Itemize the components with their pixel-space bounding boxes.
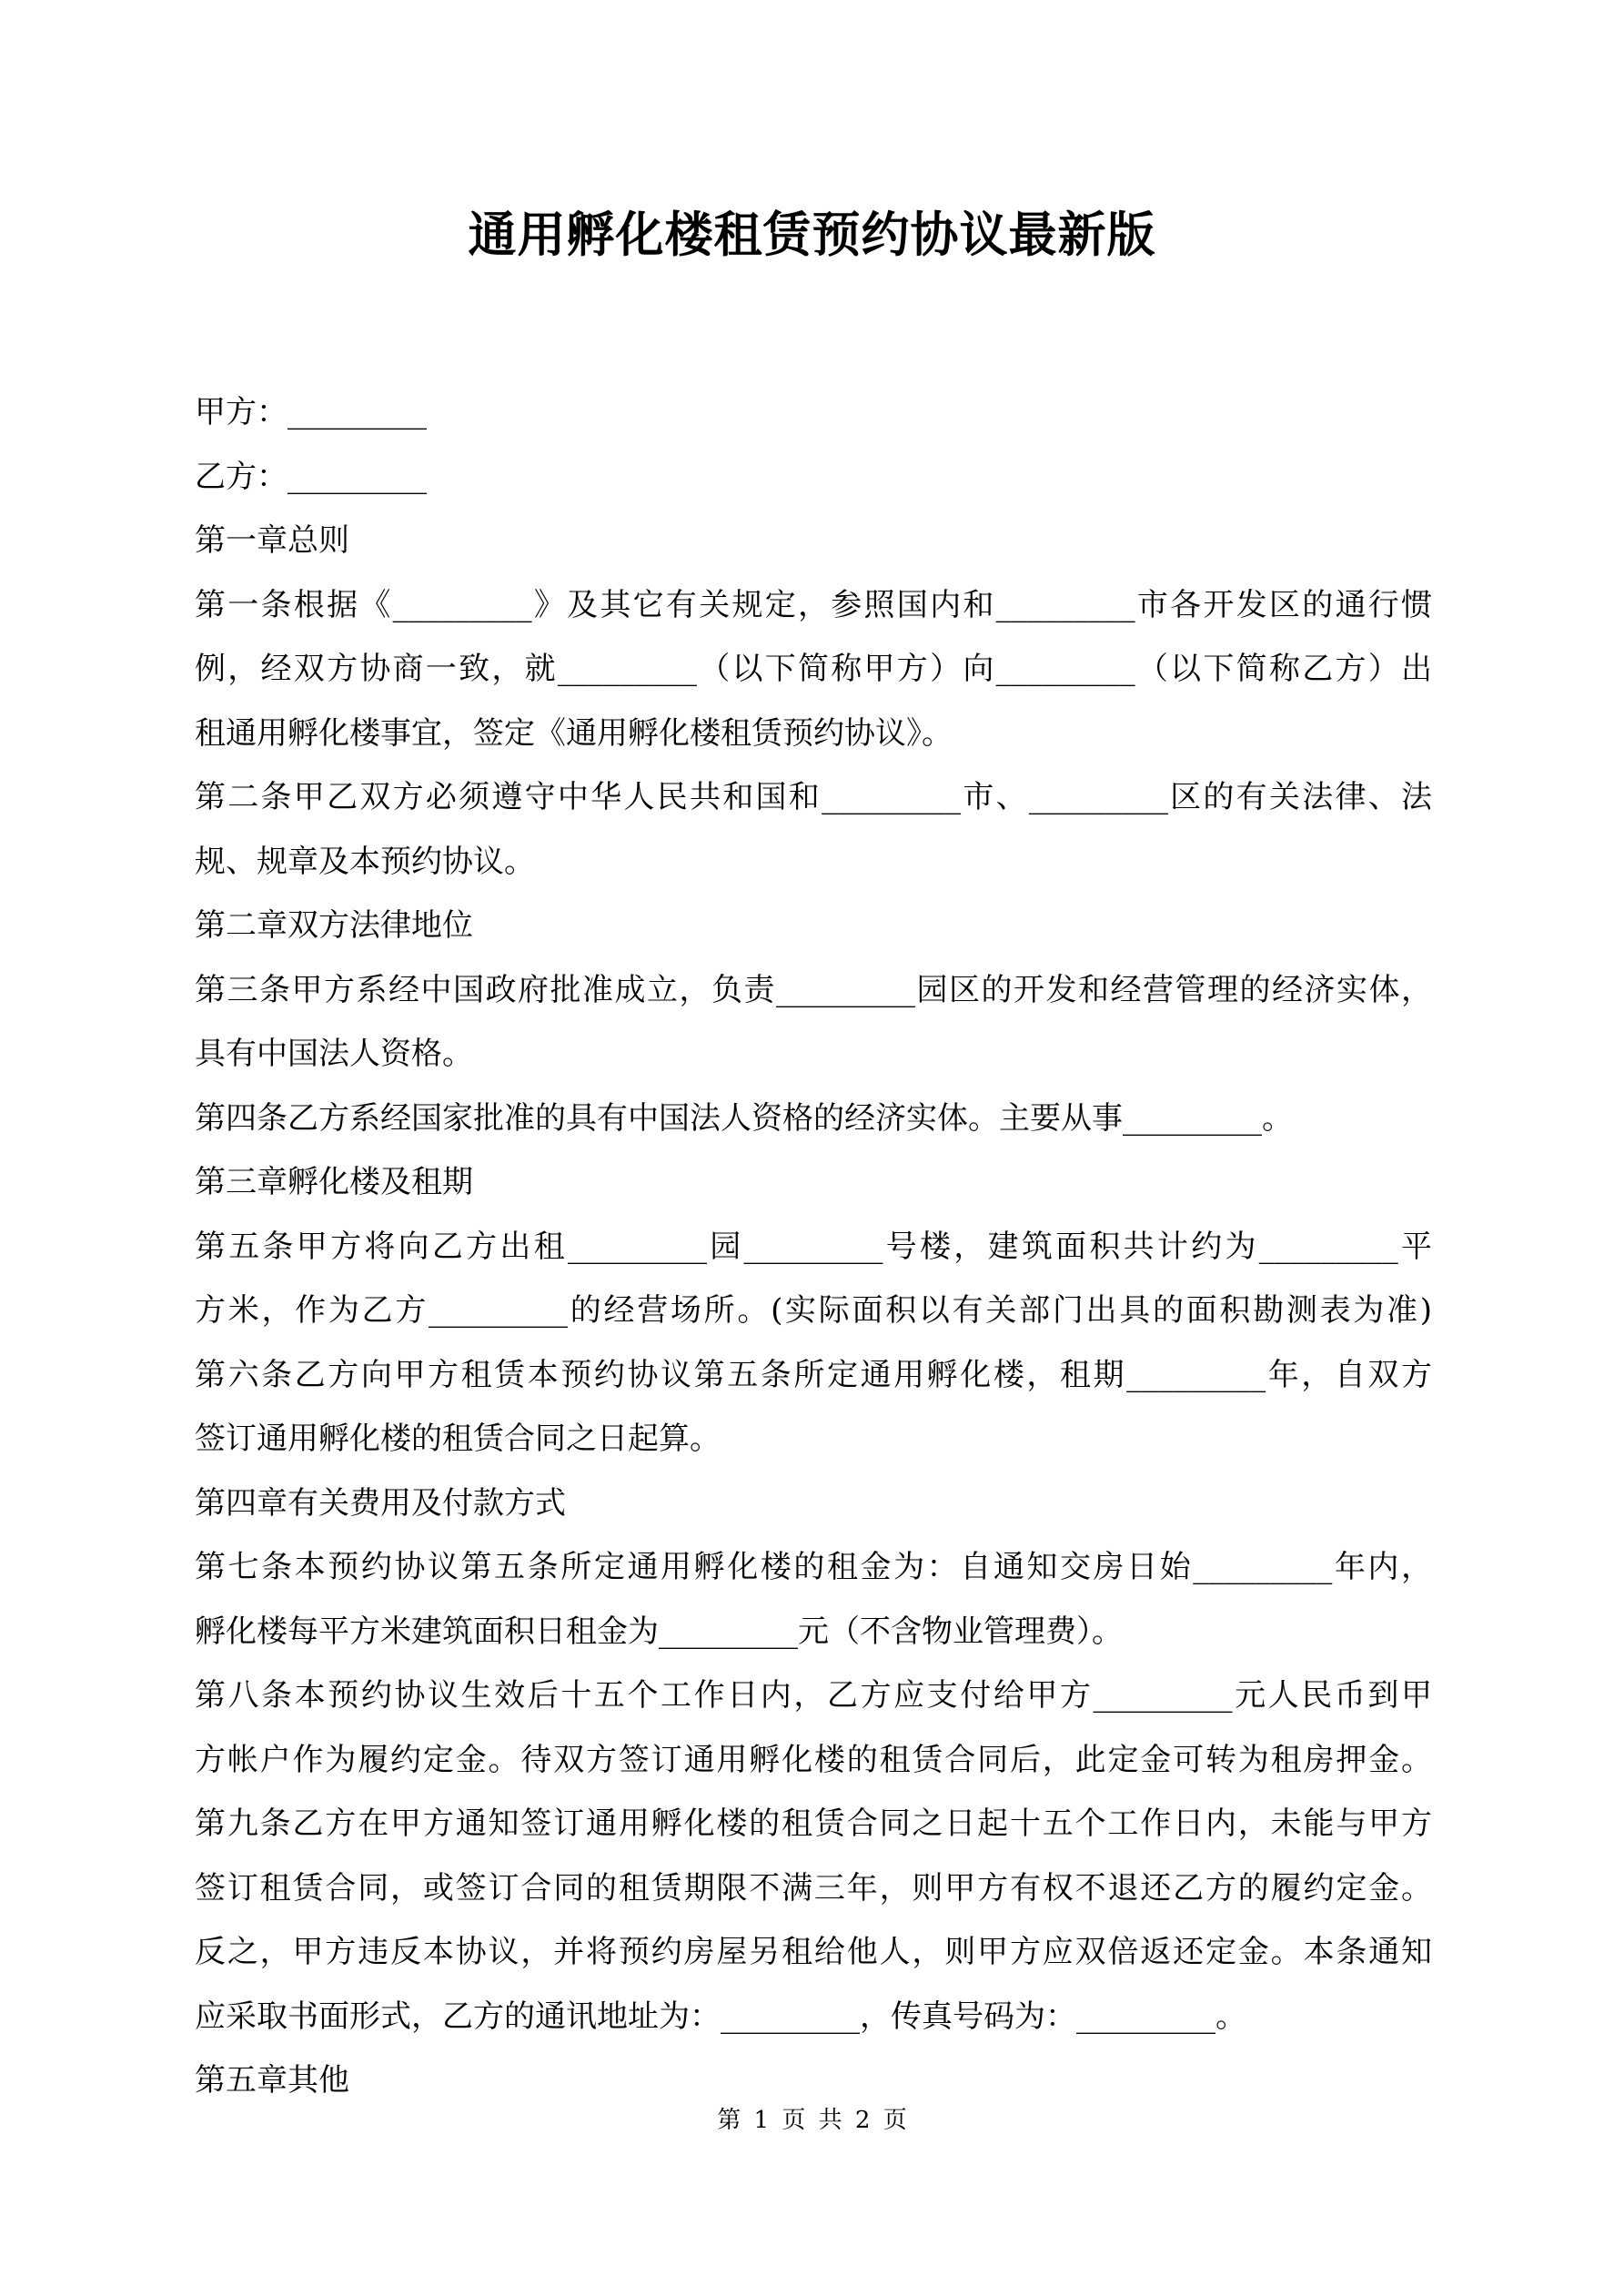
party-a-line: 甲方：_________ <box>195 394 427 430</box>
paragraph-line: 第六条乙方向甲方租赁本预约协议第五条所定通用孵化楼，租期_________年，自双方 <box>195 1356 1432 1393</box>
paragraph-line: 反之，甲方违反本协议，并将预约房屋另租给他人，则甲方应双倍返还定金。本条通知 <box>195 1934 1432 1970</box>
document-title: 通用孵化楼租赁预约协议最新版 <box>468 207 1156 263</box>
paragraph-line: 孵化楼每平方米建筑面积日租金为_________元（不含物业管理费）。 <box>195 1613 1123 1650</box>
paragraph-line: 规、规章及本预约协议。 <box>195 843 535 880</box>
paragraph-line: 具有中国法人资格。 <box>195 1036 473 1072</box>
paragraph-line: 第二条甲乙双方必须遵守中华人民共和国和_________市、_________区的有关法律、法 <box>195 779 1432 815</box>
paragraph-line: 第三条甲方系经中国政府批准成立，负责_________园区的开发和经营管理的经济实体， <box>195 971 1432 1008</box>
paragraph-line: 例，经双方协商一致，就_________（以下简称甲方）向_________（以下简称乙方）出 <box>195 651 1432 687</box>
paragraph-line: 第五条甲方将向乙方出租_________园_________号楼，建筑面积共计约为_________平 <box>195 1228 1432 1265</box>
paragraph-line: 第九条乙方在甲方通知签订通用孵化楼的租赁合同之日起十五个工作日内，未能与甲方 <box>195 1805 1432 1842</box>
chapter-heading: 第三章孵化楼及租期 <box>195 1164 473 1200</box>
paragraph-line: 方帐户作为履约定金。待双方签订通用孵化楼的租赁合同后，此定金可转为租房押金。 <box>195 1741 1432 1778</box>
paragraph-line: 应采取书面形式，乙方的通讯地址为：_________，传真号码为：_________。 <box>195 1998 1246 2035</box>
chapter-heading: 第四章有关费用及付款方式 <box>195 1484 566 1522</box>
party-b-line: 乙方：_________ <box>195 458 427 495</box>
chapter-heading: 第五章其他 <box>195 2062 349 2099</box>
paragraph-line: 第八条本预约协议生效后十五个工作日内，乙方应支付给甲方_________元人民币到甲 <box>195 1677 1432 1714</box>
paragraph-line: 方米，作为乙方_________的经营场所。(实际面积以有关部门出具的面积勘测表为准) <box>195 1292 1432 1329</box>
chapter-heading: 第二章双方法律地位 <box>195 907 473 944</box>
paragraph-line: 第七条本预约协议第五条所定通用孵化楼的租金为：自通知交房日始_________年内， <box>195 1549 1432 1585</box>
paragraph-line: 租通用孵化楼事宜，签定《通用孵化楼租赁预约协议》。 <box>195 714 953 752</box>
paragraph-line: 签订租赁合同，或签订合同的租赁期限不满三年，则甲方有权不退还乙方的履约定金。 <box>195 1869 1432 1907</box>
paragraph-line: 签订通用孵化楼的租赁合同之日起算。 <box>195 1421 721 1457</box>
chapter-heading: 第一章总则 <box>195 522 349 559</box>
page-number-footer: 第 1 页 共 2 页 <box>717 2107 907 2134</box>
paragraph-line: 第四条乙方系经国家批准的具有中国法人资格的经济实体。主要从事_________。 <box>195 1099 1293 1137</box>
document-body <box>195 380 1432 2113</box>
paragraph-line: 第一条根据《_________》及其它有关规定，参照国内和_________市各开发区的通行惯 <box>195 586 1432 623</box>
